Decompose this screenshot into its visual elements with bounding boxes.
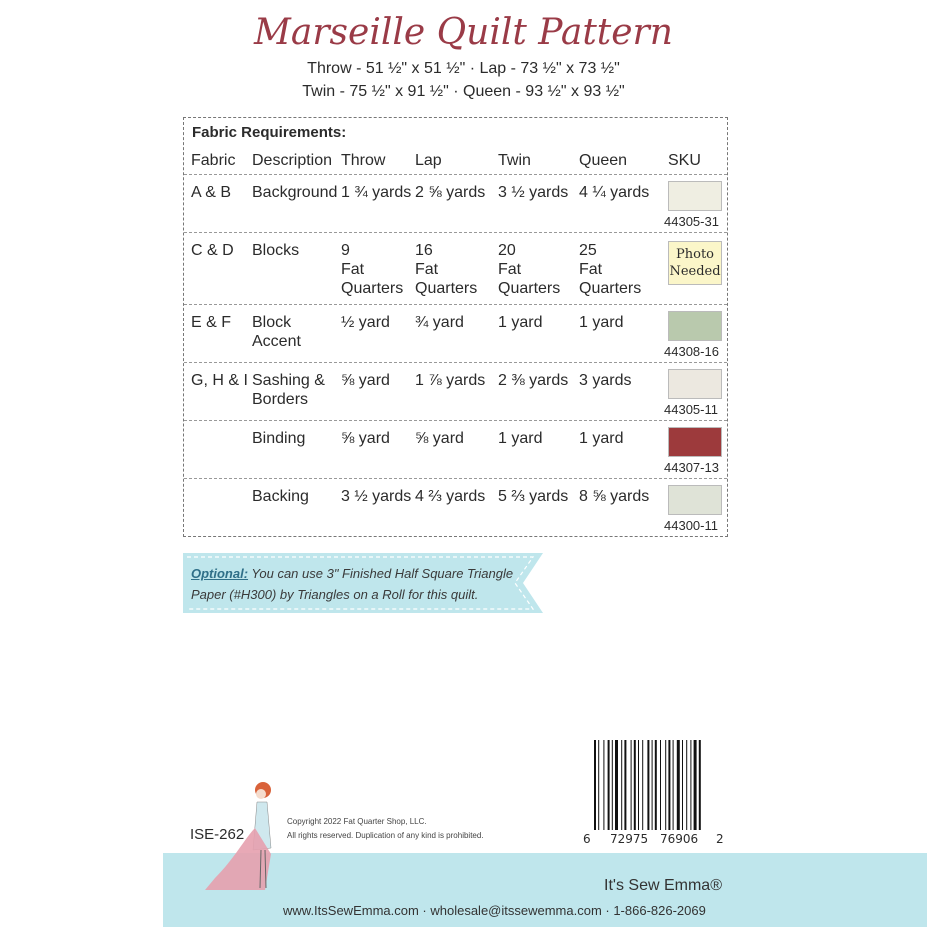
barcode-bar [694, 740, 697, 830]
table-row [184, 362, 727, 421]
barcode-bar [594, 740, 596, 830]
col-header-queen: Queen [579, 152, 628, 169]
cell-lap: 2 ⅝ yards [415, 184, 486, 201]
barcode-bar [624, 740, 626, 830]
cell-twin: 5 ⅔ yards [498, 488, 569, 505]
fabric-swatch [668, 369, 722, 399]
fabric-swatch [668, 427, 722, 457]
sku-label: 44305-31 [664, 214, 719, 229]
cell-throw: ⅝ yard [341, 372, 390, 389]
copyright-line-1: Copyright 2022 Fat Quarter Shop, LLC. [287, 817, 427, 826]
size-line-2: Twin - 75 ½" x 91 ½" · Queen - 93 ½" x 93 ½" [302, 83, 625, 100]
cell-queen: 25 Fat Quarters [579, 242, 642, 297]
fabric-swatch [668, 181, 722, 211]
barcode-bar [699, 740, 701, 830]
cell-fabric: E & F [191, 314, 232, 331]
barcode-bar [652, 740, 653, 830]
barcode-digit-left: 6 [583, 832, 591, 846]
barcode-digits-group-1: 72975 [610, 832, 649, 846]
pattern-title: Marseille Quilt Pattern [254, 12, 673, 53]
cell-lap: 16 Fat Quarters [415, 242, 478, 297]
copyright-notice [287, 815, 484, 843]
table-row [184, 420, 727, 479]
col-header-lap: Lap [415, 152, 442, 169]
cell-description: Block Accent [252, 314, 301, 350]
barcode-digit-right: 2 [716, 832, 724, 846]
barcode-bar [686, 740, 687, 830]
pattern-code: ISE-262 [190, 826, 245, 843]
col-header-sku: SKU [668, 152, 701, 169]
barcode-bar [655, 740, 657, 830]
barcode-bar [673, 740, 674, 830]
brand-name: It's Sew Emma® [604, 877, 722, 894]
cell-queen: 1 yard [579, 430, 624, 447]
fabric-requirements-table [183, 117, 728, 537]
cell-throw: 1 ¾ yards [341, 184, 412, 201]
barcode-digits-group-2: 76906 [660, 832, 699, 846]
cell-throw: ½ yard [341, 314, 390, 331]
barcode-bar [682, 740, 683, 830]
cell-throw: 3 ½ yards [341, 488, 412, 505]
cell-description: Backing [252, 488, 309, 505]
sku-label: 44300-11 [664, 518, 718, 533]
barcode-bar [668, 740, 670, 830]
optional-label: Optional: [191, 566, 249, 581]
barcode-bar [631, 740, 632, 830]
barcode-bar [638, 740, 639, 830]
cell-description: Sashing & Borders [252, 372, 325, 408]
cell-twin: 1 yard [498, 314, 543, 331]
cell-lap: 1 ⅞ yards [415, 372, 486, 389]
cell-throw: ⅝ yard [341, 430, 390, 447]
barcode-bar [660, 740, 661, 830]
cell-lap: ¾ yard [415, 314, 464, 331]
barcode-bar [603, 740, 604, 830]
barcode-bar [642, 740, 643, 830]
cell-lap: ⅝ yard [415, 430, 464, 447]
barcode-bar [608, 740, 610, 830]
cell-fabric: G, H & I [191, 372, 248, 389]
size-line-1: Throw - 51 ½" x 51 ½" · Lap - 73 ½" x 73 ½" [307, 60, 620, 77]
cell-queen: 8 ⅝ yards [579, 488, 650, 505]
cell-description: Blocks [252, 242, 300, 259]
barcode-bar [647, 740, 649, 830]
barcode-bar [615, 740, 618, 830]
barcode-bar [690, 740, 691, 830]
cell-twin: 3 ½ yards [498, 184, 569, 201]
cell-twin: 20 Fat Quarters [498, 242, 561, 297]
table-row [184, 478, 727, 537]
cell-queen: 1 yard [579, 314, 624, 331]
table-heading: Fabric Requirements: [192, 124, 347, 141]
col-header-description: Description [252, 152, 333, 169]
barcode-image [594, 740, 714, 830]
sku-label: 44308-16 [664, 344, 719, 359]
barcode-bar [612, 740, 613, 830]
barcode-bar [634, 740, 636, 830]
cell-throw: 9 Fat Quarters [341, 242, 404, 297]
table-row [184, 232, 727, 305]
cell-queen: 3 yards [579, 372, 632, 389]
table-row [184, 174, 727, 233]
barcode-bar [621, 740, 622, 830]
optional-note [191, 563, 521, 605]
barcode-bar [677, 740, 680, 830]
sku-label: 44305-11 [664, 402, 718, 417]
copyright-line-2: All rights reserved. Duplication of any kind is prohibited. [287, 831, 484, 840]
table-row [184, 304, 727, 363]
col-header-twin: Twin [498, 152, 531, 169]
barcode-bar [598, 740, 599, 830]
fabric-swatch [668, 311, 722, 341]
contact-info: www.ItsSewEmma.com · wholesale@itssewemma.com · 1-866-826-2069 [283, 903, 706, 918]
cell-twin: 1 yard [498, 430, 543, 447]
barcode-bar [665, 740, 666, 830]
col-header-fabric: Fabric [191, 152, 236, 169]
cell-lap: 4 ⅔ yards [415, 488, 486, 505]
cell-fabric: A & B [191, 184, 232, 201]
woman-with-quilt-illustration [205, 778, 285, 896]
cell-description: Binding [252, 430, 306, 447]
optional-text: You can use 3" Finished Half Square Triangle Paper (#H300) by Triangles on a Roll for this quilt. [191, 566, 514, 602]
fabric-swatch [668, 485, 722, 515]
cell-twin: 2 ⅜ yards [498, 372, 569, 389]
photo-needed-placeholder: Photo Needed [668, 241, 722, 285]
cell-description: Background [252, 184, 338, 201]
sku-label: 44307-13 [664, 460, 719, 475]
optional-note-ribbon [183, 553, 543, 613]
cell-fabric: C & D [191, 242, 234, 259]
col-header-throw: Throw [341, 152, 386, 169]
cell-queen: 4 ¼ yards [579, 184, 650, 201]
